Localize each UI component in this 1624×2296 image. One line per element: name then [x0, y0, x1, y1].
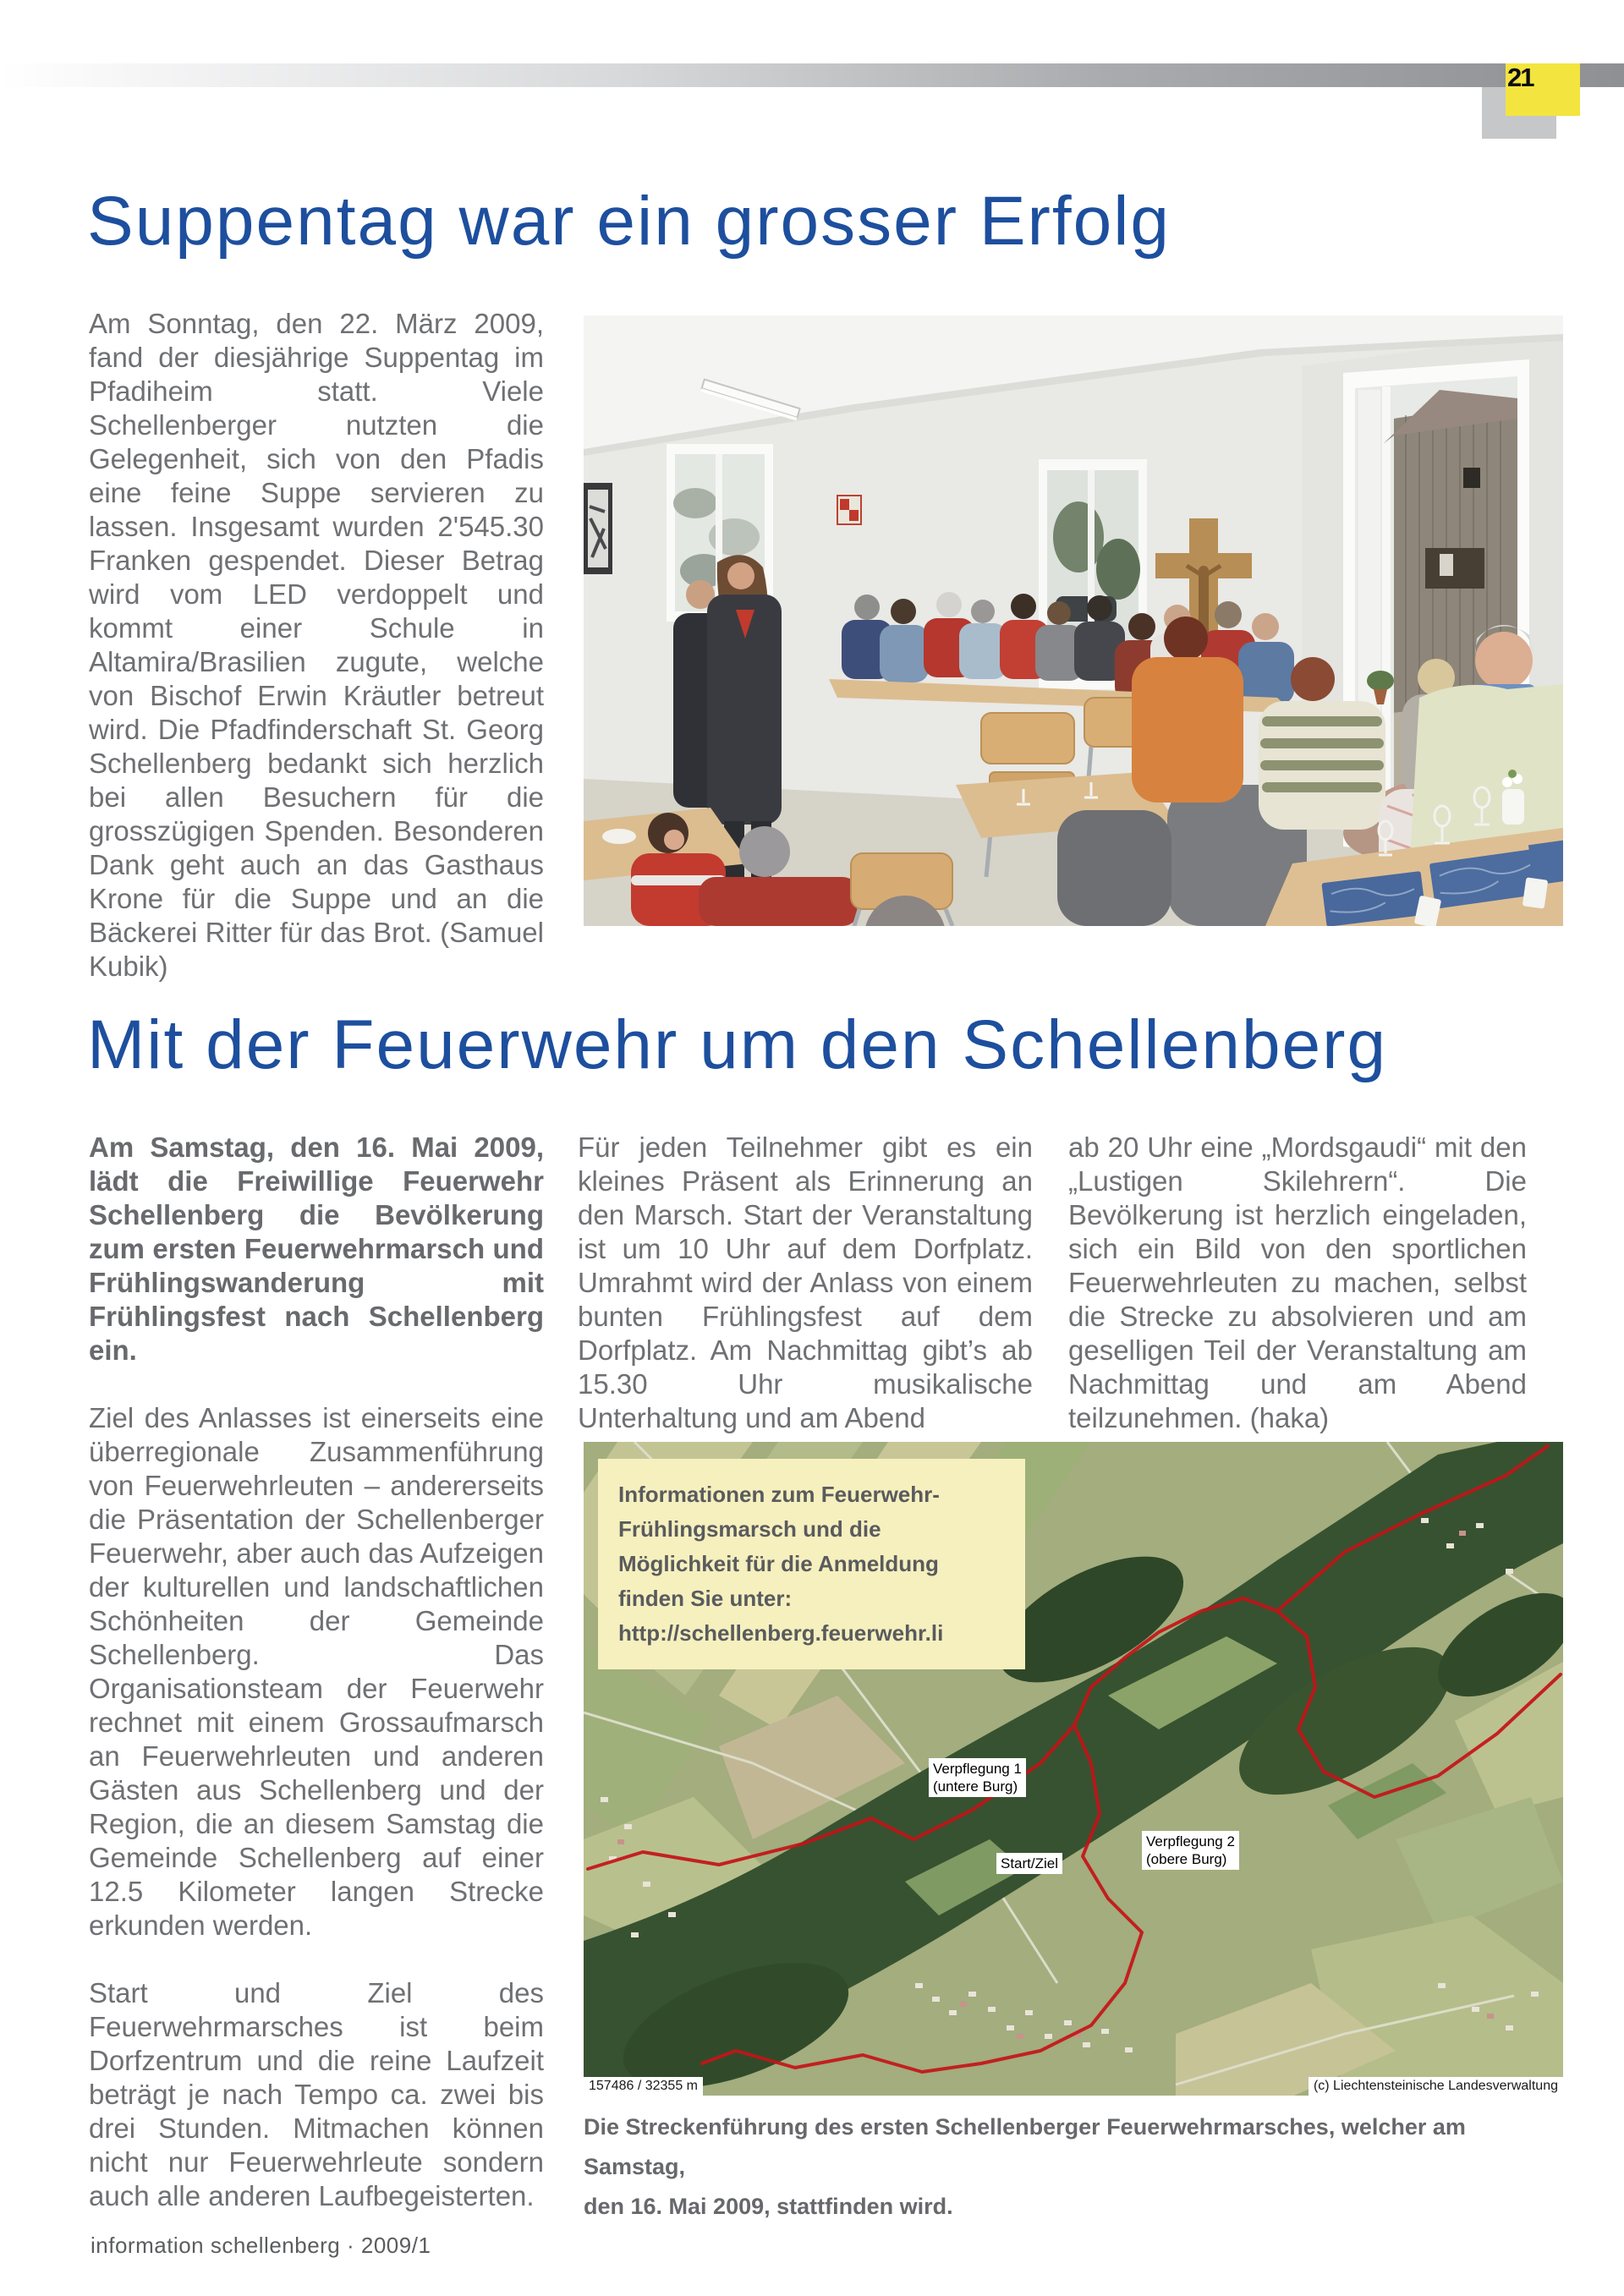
- article1-title: Suppentag war ein grosser Erfolg: [87, 183, 1171, 260]
- crest-plaque: [837, 496, 861, 524]
- wall-picture: [584, 483, 612, 574]
- route-map: [584, 1442, 1563, 2096]
- map-copyright-label: (c) Liechtensteinische Landesverwaltung: [1309, 2077, 1563, 2096]
- header-gradient-bar: [0, 63, 1624, 87]
- map-coordinates-label: 157486 / 32355 m: [584, 2077, 703, 2096]
- infobox-line: finden Sie unter:: [618, 1586, 793, 1611]
- article2-column1: [89, 1131, 544, 2247]
- infobox-line: Möglichkeit für die Anmeldung: [618, 1551, 939, 1576]
- map-label-verpflegung2: Verpflegung 2 (obere Burg): [1142, 1831, 1239, 1870]
- map-caption-line2: den 16. Mai 2009, stattfinden wird.: [584, 2194, 953, 2219]
- article2-column2: Für jeden Teilnehmer gibt es ein kleines Präsent als Erinnerung an den Marsch. Start der Veranstaltung ist um 10 Uhr auf dem Dorfplatz. Umrahmt wird der Anlass von einem bunten Frühlingsfest auf dem Dorfplatz. Am Nachmittag gibt’s ab 15.30 Uhr musikalische Unterhaltung und am Abend: [578, 1132, 1033, 1433]
- infobox-line: Frühlingsmarsch und die: [618, 1516, 881, 1542]
- page-footer: information schellenberg · 2009/1: [91, 2233, 431, 2258]
- suppentag-photo: [584, 315, 1563, 926]
- map-label-start-ziel: Start/Ziel: [996, 1853, 1062, 1874]
- article2-paragraph2: Ziel des Anlasses ist einerseits eine überregionale Zusammenführung von Feuerwehrleuten – andererseits die Präsentation der Schellenberger Feuerwehr, aber auch das Aufzeigen der kulturellen und landschaftlichen Schönheiten der Gemeinde Schellenberg. Das Organisationsteam der Feuerwehr rechnet mit einem Grossaufmarsch an Feuerwehrleuten und anderen Gästen aus Schellenberg und der Region, die an diesem Samstag die Gemeinde Schellenberg auf einer 12.5 Kilometer langen Strecke erkunden werden.: [89, 1402, 544, 1941]
- registration-infobox: [598, 1459, 1025, 1669]
- map-caption-line1: Die Streckenführung des ersten Schellenberger Feuerwehrmarsches, welcher am Samstag,: [584, 2114, 1466, 2179]
- infobox-url: http://schellenberg.feuerwehr.li: [618, 1620, 944, 1646]
- dark-coat: [1057, 810, 1171, 926]
- dining-room-scene: [584, 315, 1563, 926]
- infobox-line: Informationen zum Feuerwehr-: [618, 1482, 940, 1507]
- page-number: 21: [1507, 63, 1533, 92]
- map-caption: [584, 2107, 1565, 2227]
- map-label-verpflegung1: Verpflegung 1 (untere Burg): [929, 1758, 1026, 1797]
- article2-column3: ab 20 Uhr eine „Mordsgaudi“ mit den „Lustigen Skilehrern“. Die Bevölkerung ist herzlich eingeladen, sich ein Bild von den sportlichen Feuerwehrleuten zu machen, selbst die Strecke zu absolvieren und am geselligen Teil der Veranstaltung am Nachmittag und am Abend teilzunehmen. (haka): [1068, 1132, 1527, 1433]
- article2-title: Mit der Feuerwehr um den Schellenberg: [87, 1006, 1388, 1083]
- article2-intro: Am Samstag, den 16. Mai 2009, lädt die Freiwillige Feuerwehr Schellenberg die Bevölkerung zum ersten Feuerwehrmarsch und Frühlingswanderung mit Frühlingsfest nach Schellenberg ein.: [89, 1132, 544, 1366]
- page-number-badge: [1506, 63, 1580, 116]
- article1-body: Am Sonntag, den 22. März 2009, fand der diesjährige Suppentag im Pfadiheim statt. Viele Schellenberger nutzten die Gelegenheit, sich von den Pfadis eine feine Suppe servieren zu lassen. Insgesamt wurden 2'545.30 Franken gespendet. Dieser Betrag wird vom LED verdoppelt und kommt einer Schule in Altamira/Brasilien zugute, welche von Bischof Erwin Kräutler betreut wird. Die Pfadfinderschaft St. Georg Schellenberg bedankt sich herzlich bei allen Besuchern für die grosszügigen Spenden. Besonderen Dank geht auch an das Gasthaus Krone für die Suppe und an die Bäckerei Ritter für das Brot. (Samuel Kubik): [89, 308, 544, 982]
- article2-paragraph3: Start und Ziel des Feuerwehrmarsches ist beim Dorfzentrum und die reine Laufzeit beträgt je nach Tempo ca. zwei bis drei Stunden. Mitmachen können nicht nur Feuerwehrleute sondern auch alle anderen Laufbegeisterten.: [89, 1977, 544, 2211]
